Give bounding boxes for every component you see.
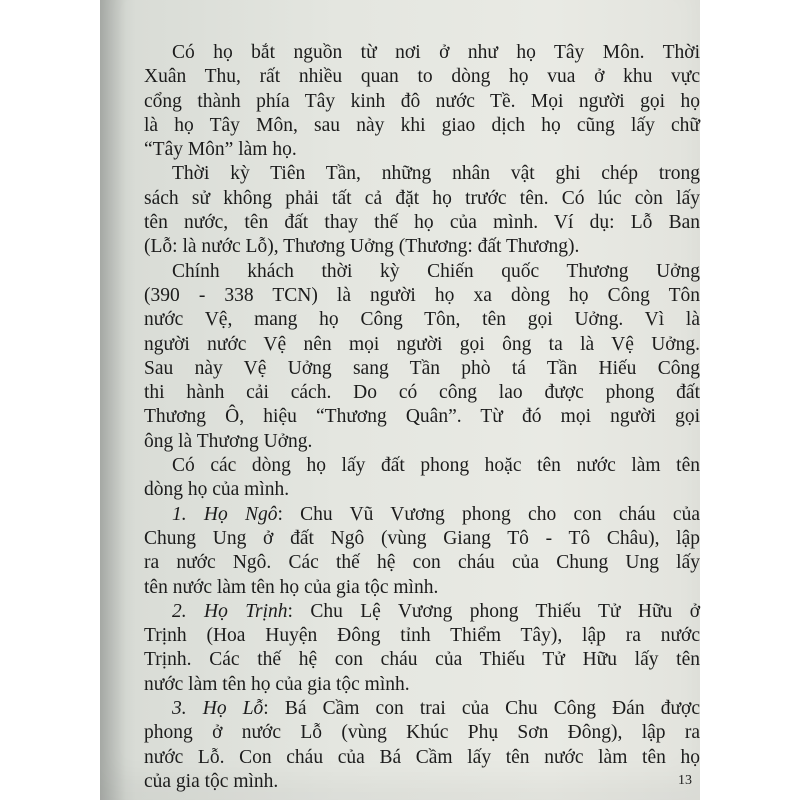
text-line: Chính khách thời kỳ Chiến quốc Thương Uởng: [172, 260, 700, 282]
text-line: Trịnh (Hoa Huyện Đông tỉnh Thiểm Tây), lập ra nước: [144, 625, 700, 647]
text-line: nước làm tên họ của gia tộc mình.: [144, 673, 410, 695]
text-line: Có họ bắt nguồn từ nơi ở như họ Tây Môn. Thời: [172, 42, 700, 63]
list-item-2: [144, 600, 700, 697]
list-item-label: 1. Họ Ngô: [172, 503, 278, 525]
text-line: sách sử không phải tất cả đặt họ trước tên. Có lúc còn lấy: [144, 187, 700, 209]
text-line: [144, 697, 700, 721]
text-line: Sau này Vệ Uởng sang Tần phò tá Tần Hiếu Công: [144, 357, 700, 379]
page-body: [144, 41, 700, 794]
text-line: Xuân Thu, rất nhiều quan to dòng họ vua ở khu vực: [144, 66, 700, 88]
text-line: cổng thành phía Tây kinh đô nước Tề. Mọi người gọi họ: [144, 90, 700, 112]
book-page: [100, 0, 700, 800]
text-line: nước Vệ, mang họ Công Tôn, tên gọi Uởng. Vì là: [144, 309, 700, 331]
list-item-3: [144, 697, 700, 794]
text-line: (Lỗ: là nước Lỗ), Thương Uởng (Thương: đất Thương).: [144, 236, 580, 258]
list-item-text: : Chu Lệ Vương phong Thiếu Tử Hữu ở: [287, 600, 701, 622]
text-line: ra nước Ngô. Các thế hệ con cháu của Chung Ung lấy: [144, 552, 700, 574]
list-item-label: 3. Họ Lỗ: [172, 698, 264, 720]
list-item-text: : Bá Cầm con trai của Chu Công Đán được: [263, 698, 700, 720]
text-line: người nước Vệ nên mọi người gọi ông ta là Vệ Uởng.: [144, 333, 700, 355]
text-line: tên nước làm tên họ của gia tộc mình.: [144, 576, 439, 598]
text-line: (390 - 338 TCN) là người họ xa dòng họ Công Tôn: [144, 284, 700, 306]
list-item-text: : Chu Vũ Vương phong cho con cháu của: [277, 503, 700, 525]
text-line: Thời kỳ Tiên Tần, những nhân vật ghi chép trong: [172, 163, 700, 185]
text-line: “Tây Môn” làm họ.: [144, 139, 297, 161]
paragraph-4: [144, 454, 700, 503]
text-line: Trịnh. Các thế hệ con cháu của Thiếu Tử Hữu lấy tên: [144, 649, 700, 671]
text-line: là họ Tây Môn, sau này khi giao dịch họ cũng lấy chữ: [144, 114, 700, 136]
paragraph-1: [144, 41, 700, 162]
paragraph-3: [144, 260, 700, 454]
text-line: phong ở nước Lỗ (vùng Khúc Phụ Sơn Đông), lập ra: [144, 722, 700, 744]
text-line: của gia tộc mình.: [144, 770, 279, 792]
text-line: [144, 600, 700, 624]
text-line: tên nước, tên đất thay thế họ của mình. Ví dụ: Lỗ Ban: [144, 212, 700, 234]
gutter-shadow: [100, 0, 126, 800]
text-line: dòng họ của mình.: [144, 479, 290, 501]
list-item-label: 2. Họ Trịnh: [172, 600, 288, 622]
text-line: Thương Ô, hiệu “Thương Quân”. Từ đó mọi người gọi: [144, 406, 700, 428]
list-item-1: [144, 503, 700, 600]
text-line: Chung Ung ở đất Ngô (vùng Giang Tô - Tô Châu), lập: [144, 527, 700, 549]
page-number: 13: [678, 773, 692, 788]
text-line: thi hành cải cách. Do có công lao được phong đất: [144, 382, 700, 404]
text-line: Có các dòng họ lấy đất phong hoặc tên nước làm tên: [172, 455, 700, 477]
paragraph-2: [144, 162, 700, 259]
text-line: [144, 503, 700, 527]
text-line: ông là Thương Uởng.: [144, 430, 313, 452]
text-line: nước Lỗ. Con cháu của Bá Cầm lấy tên nước làm tên họ: [144, 746, 700, 768]
